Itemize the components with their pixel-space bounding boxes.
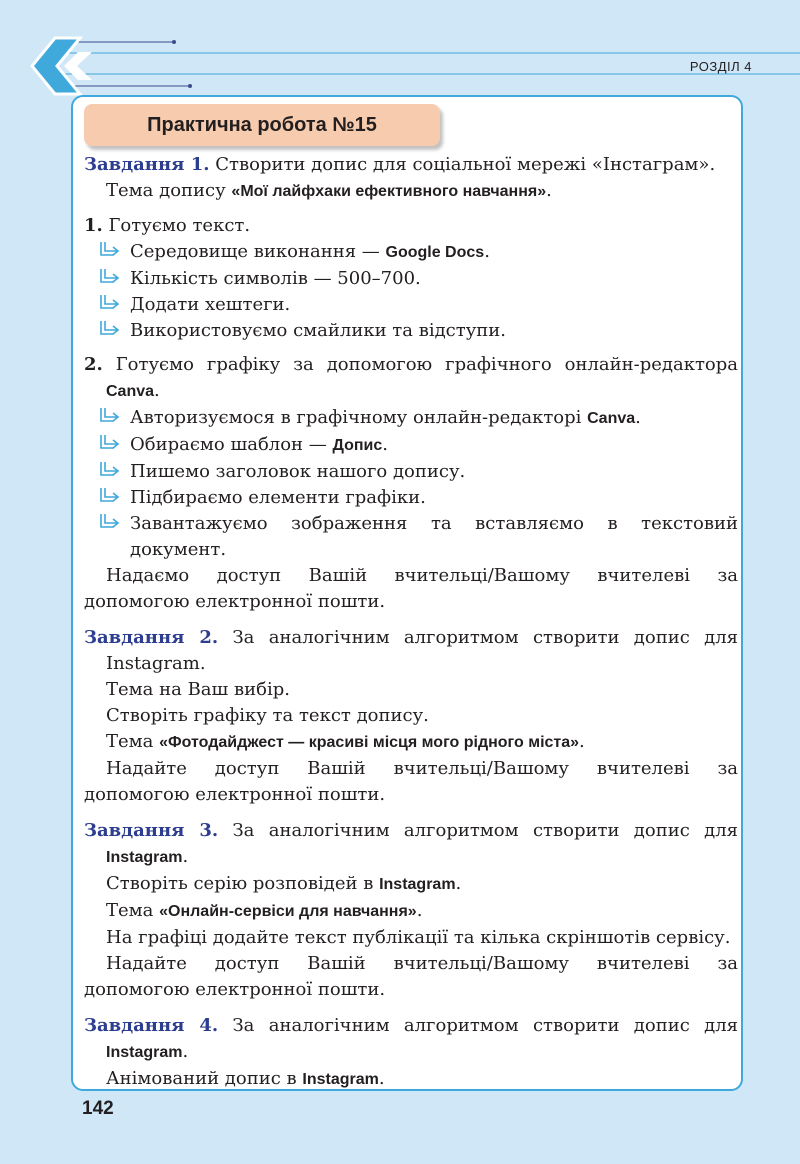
content: [84, 152, 738, 1093]
task-label: Завдання 3.: [84, 820, 219, 841]
page-title: Практична робота №15: [84, 104, 440, 146]
hand-arrow-icon: [98, 294, 120, 316]
task-label: Завдання 4.: [84, 1015, 219, 1036]
hand-arrow-icon: [98, 320, 120, 342]
task-4-heading: Завдання 4. За аналогічним алгоритмом створити допис для Instagram.: [84, 1015, 738, 1062]
list-item: Підбираємо елементи графіки.: [84, 485, 738, 511]
hand-arrow-icon: [98, 407, 120, 429]
task-2-line: Створіть графіку та текст допису.: [106, 705, 429, 726]
task-label: Завдання 1.: [84, 154, 210, 175]
task-1: [84, 152, 738, 615]
task-3-line: Створіть серію розповідей в Instagram.: [106, 873, 462, 894]
hand-arrow-icon: [98, 434, 120, 456]
task-2-heading: Завдання 2. За аналогічним алгоритмом створити допис для Instagram.: [84, 627, 738, 674]
task-2: [84, 625, 738, 808]
hand-arrow-icon: [98, 487, 120, 509]
task-1-topic: Тема допису «Мої лайфхаки ефективного навчання».: [106, 180, 552, 201]
task-1-access: Надаємо доступ Вашій вчительці/Вашому вчителеві за допомогою електронної пошти.: [84, 565, 738, 612]
task-3-access: Надайте доступ Вашій вчительці/Вашому вчителеві за допомогою електронної пошти.: [84, 953, 738, 1000]
task-2-line: Тема на Ваш вибір.: [106, 679, 290, 700]
task-3-heading: Завдання 3. За аналогічним алгоритмом створити допис для Instagram.: [84, 820, 738, 867]
list-item: Завантажуємо зображення та вставляємо в текстовий документ.: [84, 511, 738, 563]
header-decoration: [0, 0, 800, 100]
list-item: Середовище виконання — Google Docs.: [84, 239, 738, 266]
list-item: Кількість символів — 500–700.: [84, 266, 738, 292]
hand-arrow-icon: [98, 241, 120, 263]
list-item: Пишемо заголовок нашого допису.: [84, 459, 738, 485]
task-4-line: Анімований допис в Instagram.: [106, 1068, 385, 1089]
task-3-topic: Тема «Онлайн-сервіси для навчання».: [106, 900, 423, 921]
task-2-topic: Тема «Фотодайджест — красиві місця мого рідного міста».: [106, 731, 585, 752]
step-1: 1. Готуємо текст.: [84, 215, 251, 236]
step-2: 2. Готуємо графіку за допомогою графічного онлайн-редактора Canva.: [84, 354, 738, 401]
step-1-list: [84, 239, 738, 344]
page-number: 142: [82, 1098, 114, 1119]
task-3: [84, 818, 738, 1003]
section-label: РОЗДІЛ 4: [689, 59, 752, 74]
task-1-heading: Завдання 1. Створити допис для соціальної мережі «Інстаграм».: [84, 154, 716, 175]
list-item: Обираємо шаблон — Допис.: [84, 432, 738, 459]
task-3-line: На графіці додайте текст публікації та кілька скріншотів сервісу.: [106, 927, 731, 948]
list-item: Використовуємо смайлики та відступи.: [84, 318, 738, 344]
task-4: [84, 1013, 738, 1093]
task-label: Завдання 2.: [84, 627, 219, 648]
hand-arrow-icon: [98, 268, 120, 290]
list-item: Додати хештеги.: [84, 292, 738, 318]
hand-arrow-icon: [98, 461, 120, 483]
step-2-list: [84, 405, 738, 563]
list-item: Авторизуємося в графічному онлайн-редакторі Canva.: [84, 405, 738, 432]
task-2-access: Надайте доступ Вашій вчительці/Вашому вчителеві за допомогою електронної пошти.: [84, 758, 738, 805]
hand-arrow-icon: [98, 513, 120, 535]
